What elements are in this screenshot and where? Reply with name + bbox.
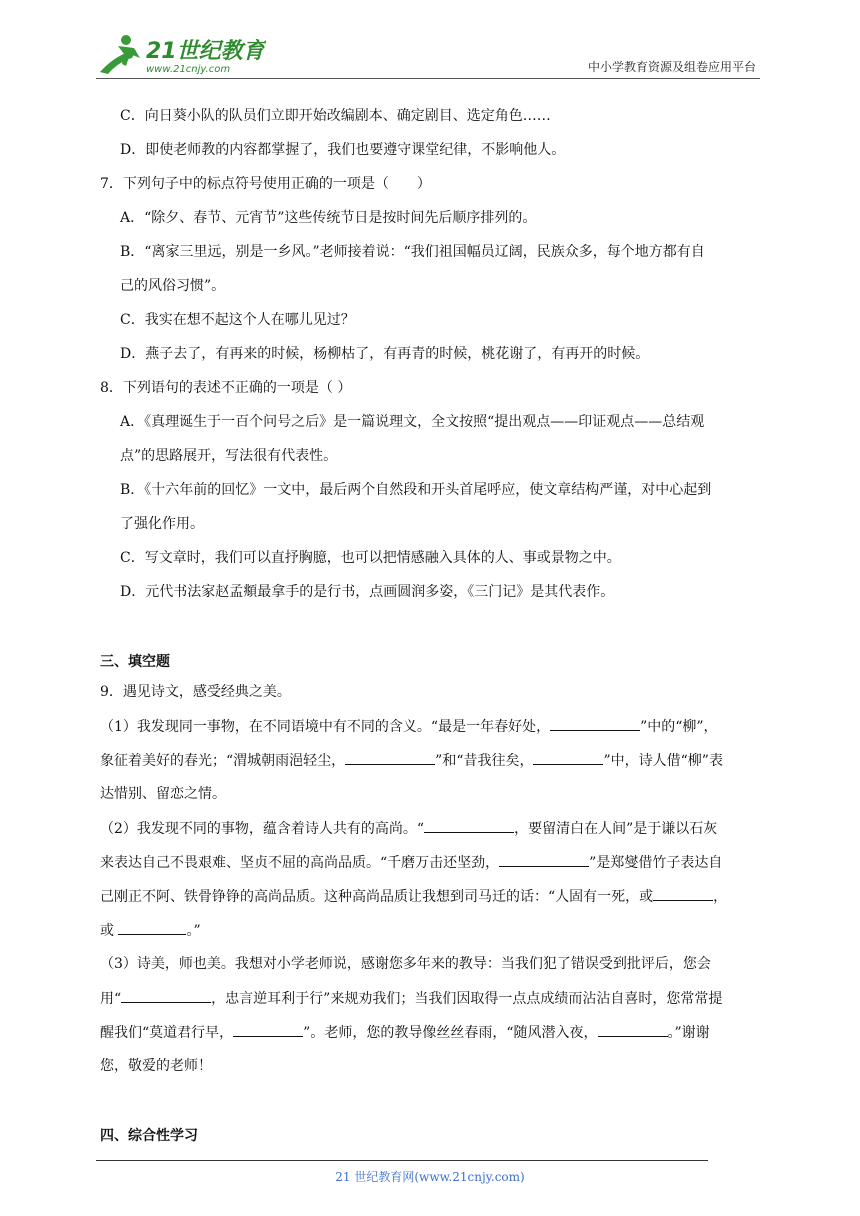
q7-option-b-line2: 己的风俗习惯”。 xyxy=(120,278,226,294)
answer-blank[interactable] xyxy=(424,818,514,833)
text-segment: ”是郑燮借竹子表达自 xyxy=(589,855,723,871)
text-segment: ，忠言逆耳利于行”来规劝我们；当我们因取得一点点成绩而沾沾自喜时，您常常提 xyxy=(211,991,723,1007)
q8-option-c: C．写文章时，我们可以直抒胸臆，也可以把情感融入具体的人、事或景物之中。 xyxy=(120,550,621,566)
q9-part3-line1: （3）诗美，师也美。我想对小学老师说，感谢您多年来的教导：当我们犯了错误受到批评后，您会 xyxy=(100,956,711,972)
text-segment: 来表达自己不畏艰难、坚贞不屈的高尚品质。“千磨万击还坚劲， xyxy=(100,855,500,871)
q7-option-d: D．燕子去了，有再来的时候，杨柳枯了，有再青的时候，桃花谢了，有再开的时候。 xyxy=(120,346,650,362)
answer-blank[interactable] xyxy=(233,1022,303,1037)
text-segment: 用“ xyxy=(100,991,122,1007)
q9-part2-line4 xyxy=(100,920,201,941)
q9-part3-line3 xyxy=(100,1022,710,1043)
answer-blank[interactable] xyxy=(533,750,603,765)
q8-option-b-line1: B．《十六年前的回忆》一文中，最后两个自然段和开头首尾呼应，使文章结构严谨，对中心起到 xyxy=(120,482,712,498)
q7-option-a: A．“除夕、春节、元宵节”这些传统节日是按时间先后顺序排列的。 xyxy=(120,210,537,226)
answer-blank[interactable] xyxy=(653,886,713,901)
footer-link[interactable]: 21 世纪教育网(www.21cnjy.com) xyxy=(335,1170,525,1184)
answer-blank[interactable] xyxy=(121,988,211,1003)
text-segment: 醒我们“莫道君行早， xyxy=(100,1025,234,1041)
text-segment: （2）我发现不同的事物，蕴含着诗人共有的高尚。“ xyxy=(100,821,425,837)
page-header xyxy=(0,0,860,80)
q9-part1-line3: 达惜别、留恋之情。 xyxy=(100,786,226,802)
text-segment: 。” xyxy=(186,923,201,939)
text-segment: ”中的“柳”， xyxy=(640,719,718,735)
q9-part2-line3 xyxy=(100,886,727,907)
text-segment: （1）我发现同一事物，在不同语境中有不同的含义。“最是一年春好处， xyxy=(100,719,551,735)
q9-part2-line2 xyxy=(100,852,722,873)
q6-option-c: C．向日葵小队的队员们立即开始改编剧本、确定剧目、选定角色…… xyxy=(120,108,551,124)
logo-url: www.21cnjy.com xyxy=(146,64,231,75)
text-segment: 或 xyxy=(100,923,114,939)
header-divider xyxy=(96,78,760,79)
q9-part1-line2 xyxy=(100,750,723,771)
answer-blank[interactable] xyxy=(550,716,640,731)
text-segment: ”中，诗人借“柳”表 xyxy=(603,753,723,769)
text-segment: ，要留清白在人间”是于谦以石灰 xyxy=(514,821,718,837)
q9-part2-line1 xyxy=(100,818,717,839)
q8-stem: 8．下列语句的表述不正确的一项是（ ） xyxy=(100,380,352,396)
text-segment: ”。老师，您的教导像丝丝春雨，“随风潜入夜， xyxy=(303,1025,598,1041)
text-segment: 。”谢谢 xyxy=(667,1025,710,1041)
section-4-title: 四、综合性学习 xyxy=(100,1128,198,1144)
answer-blank[interactable] xyxy=(598,1022,668,1037)
section-3-title: 三、填空题 xyxy=(100,654,170,670)
q8-option-a-line2: 点”的思路展开，写法很有代表性。 xyxy=(120,448,338,464)
q7-stem: 7．下列句子中的标点符号使用正确的一项是（ ） xyxy=(100,176,431,192)
q9-part3-line4: 您，敬爱的老师！ xyxy=(100,1058,212,1074)
text-segment: ”和“昔我往矣， xyxy=(435,753,534,769)
q9-stem: 9．遇见诗文，感受经典之美。 xyxy=(100,684,291,700)
text-segment: ， xyxy=(713,889,728,905)
text-segment: 象征着美好的春光；“渭城朝雨浥轻尘， xyxy=(100,753,346,769)
footer-divider xyxy=(96,1160,708,1161)
answer-blank[interactable] xyxy=(345,750,435,765)
site-logo xyxy=(96,32,266,76)
q8-option-d: D．元代书法家赵孟頫最拿手的是行书，点画圆润多姿，《三门记》是其代表作。 xyxy=(120,584,615,600)
logo-text: 21世纪教育 xyxy=(146,39,265,64)
q9-part3-line2 xyxy=(100,988,722,1009)
answer-blank[interactable] xyxy=(118,920,186,935)
q8-option-b-line2: 了强化作用。 xyxy=(120,516,204,532)
runner-icon xyxy=(100,35,140,74)
platform-name: 中小学教育资源及组卷应用平台 xyxy=(587,60,756,74)
text-segment: 己刚正不阿、铁骨铮铮的高尚品质。这种高尚品质让我想到司马迁的话：“人固有一死，或 xyxy=(100,889,654,905)
q6-option-d: D．即使老师教的内容都掌握了，我们也要遵守课堂纪律，不影响他人。 xyxy=(120,142,566,158)
q7-option-b-line1: B．“离家三里远，别是一乡风。”老师接着说：“我们祖国幅员辽阔，民族众多，每个地方都有自 xyxy=(120,244,705,260)
q8-option-a-line1: A．《真理诞生于一百个问号之后》是一篇说理文，全文按照“提出观点——印证观点——总结观 xyxy=(120,414,705,430)
q9-part1-line1 xyxy=(100,716,718,737)
answer-blank[interactable] xyxy=(499,852,589,867)
q7-option-c: C．我实在想不起这个人在哪儿见过？ xyxy=(120,312,355,328)
